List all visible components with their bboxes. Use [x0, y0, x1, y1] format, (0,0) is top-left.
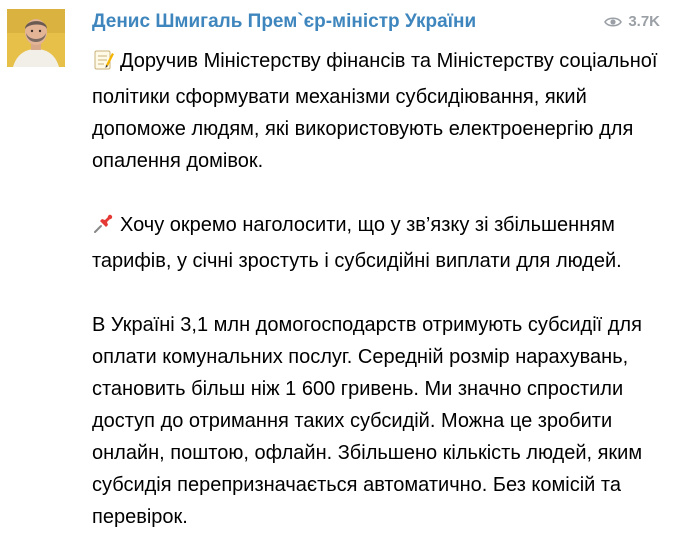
message-paragraph-1	[92, 45, 662, 177]
eye-icon	[604, 16, 622, 28]
pushpin-icon	[92, 213, 114, 245]
message-header	[92, 11, 660, 35]
channel-avatar[interactable]	[7, 9, 65, 67]
message-paragraph-2-text: Хочу окремо наголосити, що у зв’язку зі збільшенням тарифів, у січні зростуть і субсидійні виплати для людей.	[92, 214, 622, 272]
message-paragraph-3: В Україні 3,1 млн домогосподарств отримують субсидії для оплати комунальних послуг. Середній розмір нарахувань, становить більш ніж 1 600 гривень. Ми значно спростили доступ до отримання таких субсидій. Можна це зробити онлайн, поштою, офлайн. Збільшено кількість людей, яким субсидія перепризначається автоматично. Без комісій та перевірок.	[92, 314, 643, 528]
channel-name[interactable]: Денис Шмигаль Прем`єр-міністр України	[92, 11, 477, 32]
avatar-portrait	[7, 9, 65, 67]
views-count: 3.7K	[628, 13, 660, 30]
message-paragraph-2	[92, 209, 662, 277]
memo-icon	[92, 49, 114, 81]
views-counter	[604, 13, 660, 30]
message-paragraph-1-text: Доручив Міністерству фінансів та Міністерству соціальної політики сформувати механізми субсидіювання, який допоможе людям, які використовують електроенергію для опалення домівок.	[92, 50, 658, 172]
message-body	[92, 45, 662, 533]
